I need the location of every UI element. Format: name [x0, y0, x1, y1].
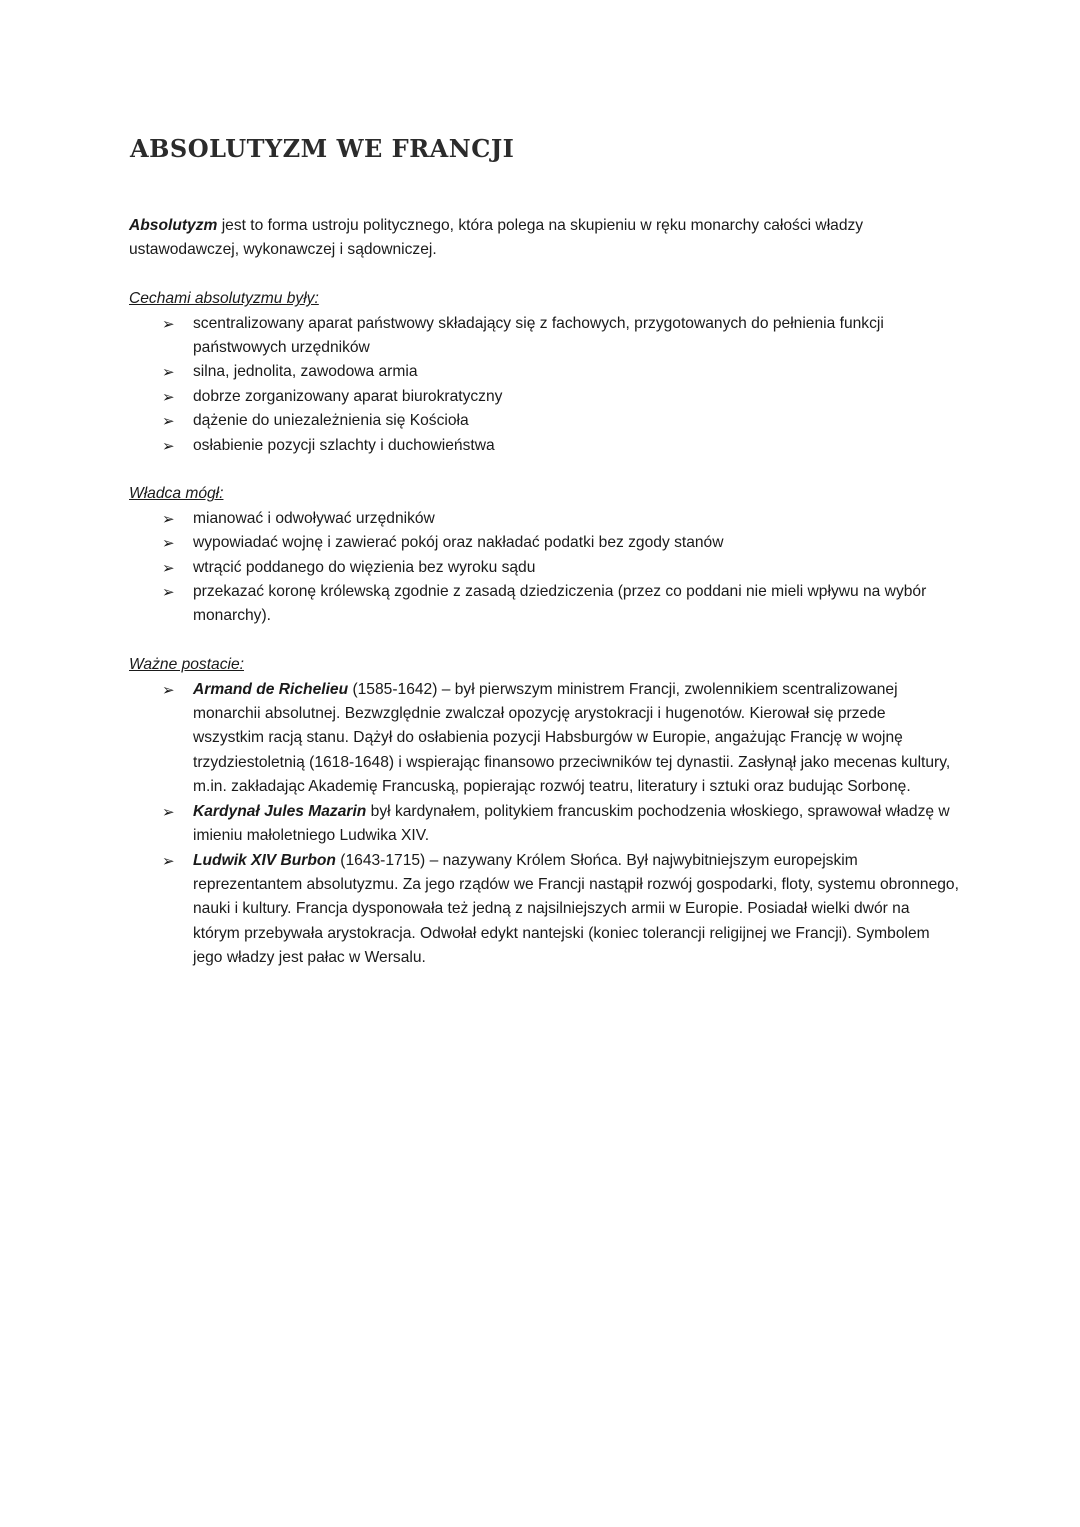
- figure-name: Ludwik XIV Burbon: [193, 851, 336, 869]
- arrow-bullet-icon: ➢: [162, 802, 175, 821]
- figure-name: Armand de Richelieu: [193, 680, 349, 698]
- page-title: ABSOLUTYZM WE FRANCJI: [130, 134, 515, 163]
- list-item: [162, 434, 959, 458]
- list-item: [162, 312, 959, 361]
- ruler-powers-list: [129, 507, 959, 629]
- figure-description: (1643-1715) – nazywany Królem Słońca. Był najwybitniejszym europejskim reprezentantem absolutyzmu. Za jego rządów we Francji nastąpił rozwój gospodarki, floty, systemu obronnego, nauki i kultury. Francja dysponowała też jedną z najsilniejszych armii w Europie. Posiadał wielki dwór na którym przebywała arystokracja. Odwołał edykt nantejski (koniec tolerancji religijnej we Francji). Symbolem jego władzy jest pałac w Wersalu.: [193, 851, 959, 967]
- figure-description: był kardynałem, politykiem francuskim pochodzenia włoskiego, sprawował władzę w imieniu małoletniego Ludwika XIV.: [193, 802, 950, 845]
- arrow-bullet-icon: ➢: [162, 363, 175, 382]
- section-features: [129, 287, 959, 458]
- section-ruler-powers: [129, 482, 959, 628]
- section-heading: Władca mógł:: [129, 485, 224, 503]
- list-item-text: wypowiadać wojnę i zawierać pokój oraz nakładać podatki bez zgody stanów: [193, 534, 724, 552]
- list-item: [162, 507, 959, 531]
- section-figures: [129, 653, 959, 970]
- section-heading: Cechami absolutyzmu były:: [129, 290, 319, 308]
- document-body: [129, 214, 959, 971]
- arrow-bullet-icon: ➢: [162, 436, 175, 455]
- list-item-text: wtrącić poddanego do więzienia bez wyroku sądu: [193, 558, 536, 576]
- list-item-text: mianować i odwoływać urzędników: [193, 509, 435, 527]
- arrow-bullet-icon: ➢: [162, 509, 175, 528]
- intro-paragraph: [129, 214, 959, 263]
- list-item: [162, 360, 959, 384]
- arrow-bullet-icon: ➢: [162, 387, 175, 406]
- arrow-bullet-icon: ➢: [162, 314, 175, 333]
- figure-item-ludwik: [162, 849, 959, 971]
- list-item-text: dobrze zorganizowany aparat biurokratyczny: [193, 387, 503, 405]
- list-item: [162, 531, 959, 555]
- figure-description: (1585-1642) – był pierwszym ministrem Francji, zwolennikiem scentralizowanej monarchii absolutnej. Bezwzględnie zwalczał opozycję arystokracji i hugenotów. Kierował się przede wszystkim racją stanu. Dążył do osłabienia pozycji Habsburgów w Europie, angażując Francję w wojnę trzydziestoletnią (1618-1648) i wspierając finansowo przeciwników tej dynastii. Zasłynął jako mecenas kultury, m.in. zakładając Akademię Francuską, popierając rozwój teatru, literatury i sztuki oraz budując Sorbonę.: [193, 680, 951, 796]
- list-item-text: przekazać koronę królewską zgodnie z zasadą dziedziczenia (przez co poddani nie mieli wpływu na wybór monarchy).: [193, 583, 927, 625]
- list-item: [162, 556, 959, 580]
- list-item-text: silna, jednolita, zawodowa armia: [193, 363, 418, 381]
- figures-list: [129, 678, 959, 971]
- arrow-bullet-icon: ➢: [162, 583, 175, 602]
- list-item: [162, 409, 959, 433]
- arrow-bullet-icon: ➢: [162, 558, 175, 577]
- figure-item-mazarin: [162, 800, 959, 849]
- arrow-bullet-icon: ➢: [162, 680, 175, 699]
- list-item: [162, 580, 959, 629]
- intro-term: Absolutyzm: [129, 217, 218, 234]
- arrow-bullet-icon: ➢: [162, 412, 175, 431]
- list-item: [162, 385, 959, 409]
- arrow-bullet-icon: ➢: [162, 851, 175, 870]
- section-heading: Ważne postacie:: [129, 656, 244, 674]
- figure-name: Kardynał Jules Mazarin: [193, 802, 367, 820]
- list-item-text: scentralizowany aparat państwowy składający się z fachowych, przygotowanych do pełnienia funkcji państwowych urzędników: [193, 314, 884, 357]
- features-list: [129, 312, 959, 458]
- arrow-bullet-icon: ➢: [162, 534, 175, 553]
- figure-item-richelieu: [162, 678, 959, 800]
- list-item-text: osłabienie pozycji szlachty i duchowieństwa: [193, 436, 495, 454]
- list-item-text: dążenie do uniezależnienia się Kościoła: [193, 412, 469, 430]
- intro-text: jest to forma ustroju politycznego, która polega na skupieniu w ręku monarchy całości władzy ustawodawczej, wykonawczej i sądowniczej.: [129, 217, 864, 259]
